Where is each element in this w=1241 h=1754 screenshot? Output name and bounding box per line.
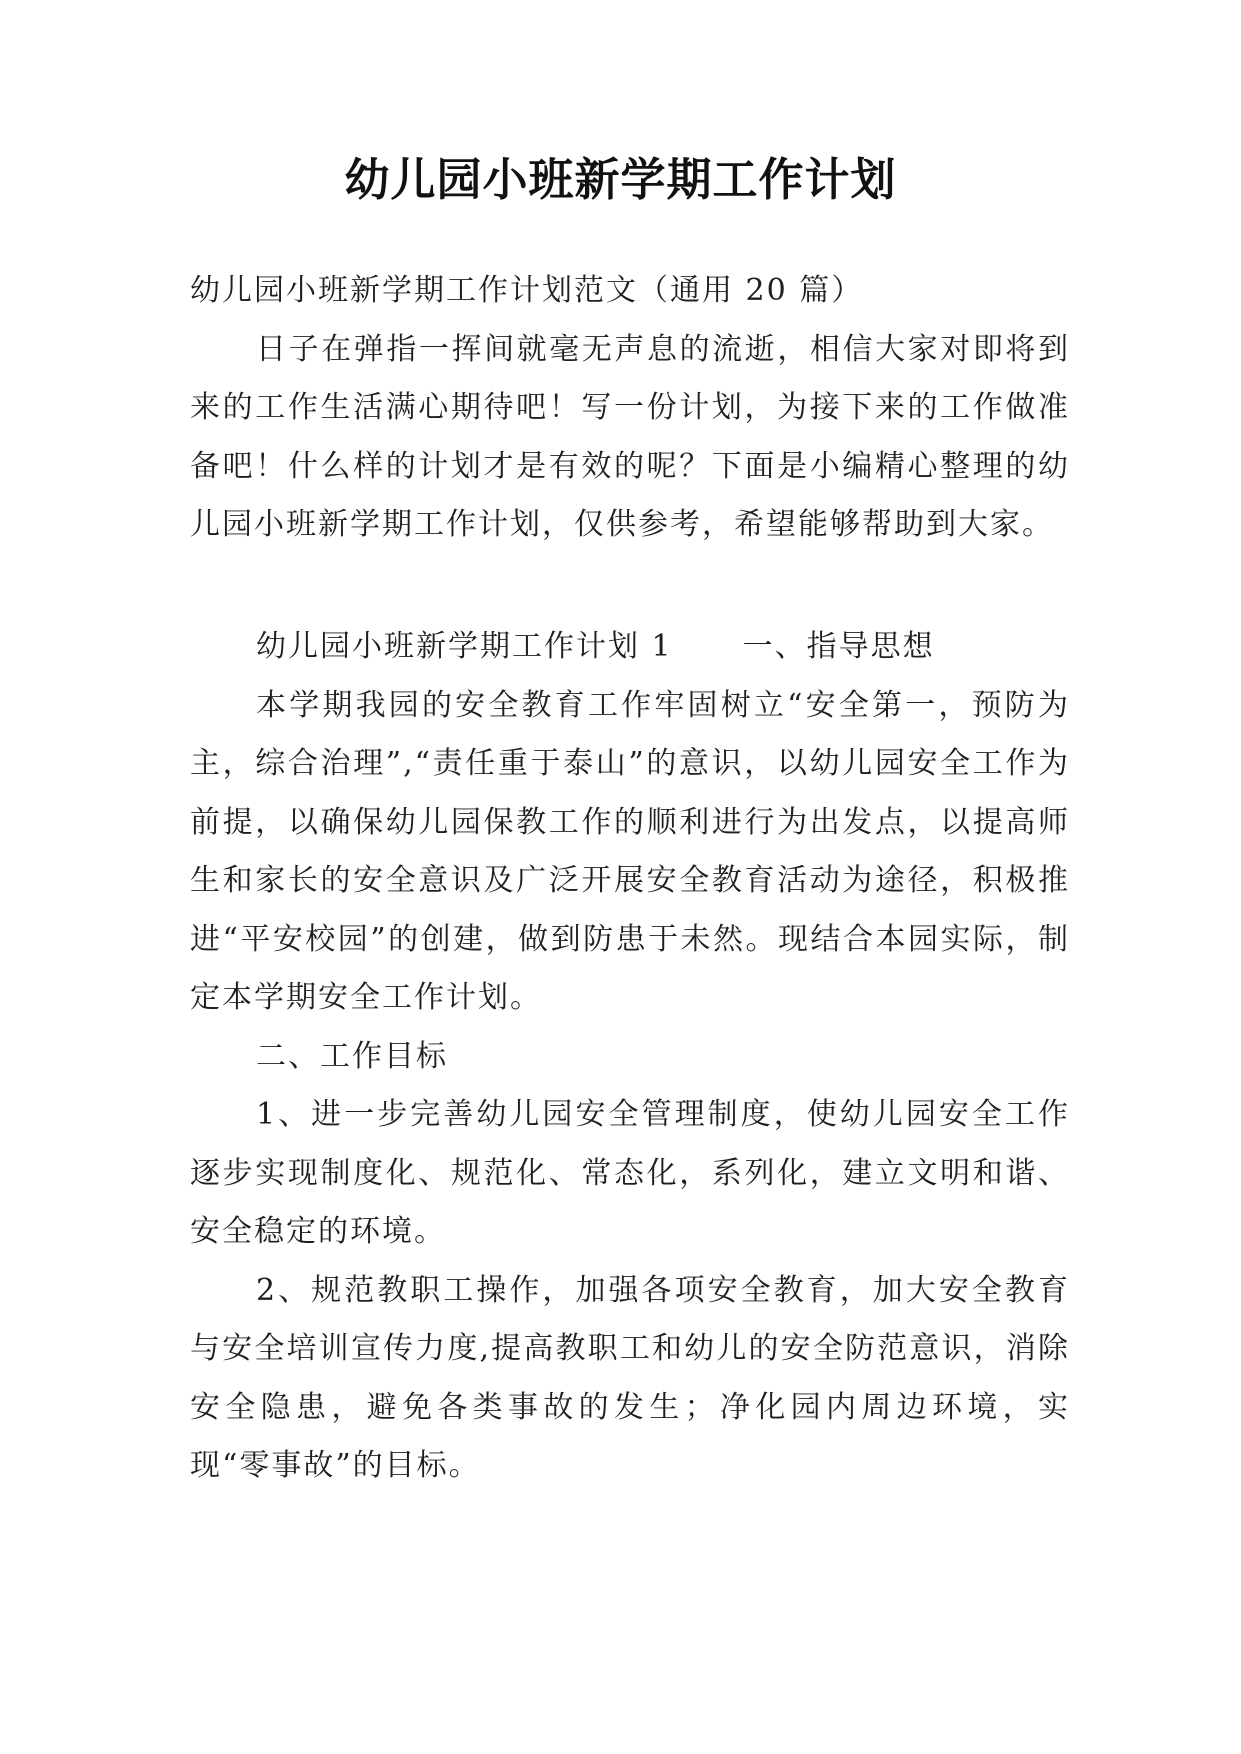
guiding-ideology-paragraph: 本学期我园的安全教育工作牢固树立“安全第一，预防为主，综合治理”,“责任重于泰山”的意识，以幼儿园安全工作为前提，以确保幼儿园保教工作的顺利进行为出发点，以提高师生和家长的安全意识及广泛开展安全教育活动为途径，积极推进“平安校园”的创建，做到防患于未然。现结合本园实际，制定本学期安全工作计划。 <box>190 687 1070 1015</box>
work-goals-heading: 二、工作目标 <box>256 1038 448 1074</box>
document-subtitle: 幼儿园小班新学期工作计划范文（通用 20 篇） <box>190 273 864 308</box>
section-1 <box>190 618 1070 1496</box>
goal-2-paragraph: 2、规范教职工操作，加强各项安全教育，加大安全教育与安全培训宣传力度,提高教职工和幼儿的安全防范意识，消除安全隐患，避免各类事故的发生；净化园内周边环境，实现“零事故”的目标。 <box>190 1272 1070 1483</box>
intro-paragraph: 日子在弹指一挥间就毫无声息的流逝，相信大家对即将到来的工作生活满心期待吧！写一份计划，为接下来的工作做准备吧！什么样的计划才是有效的呢？下面是小编精心整理的幼儿园小班新学期工作计划，仅供参考，希望能够帮助到大家。 <box>190 331 1070 542</box>
section-1-heading-line <box>190 618 1070 677</box>
section-1-heading: 幼儿园小班新学期工作计划 1 <box>256 629 673 664</box>
guiding-ideology-heading: 一、指导思想 <box>742 629 935 664</box>
goal-1-paragraph: 1、进一步完善幼儿园安全管理制度，使幼儿园安全工作逐步实现制度化、规范化、常态化，系列化，建立文明和谐、安全稳定的环境。 <box>190 1097 1070 1249</box>
document-body <box>190 262 1070 555</box>
document-title: 幼儿园小班新学期工作计划 <box>344 153 897 206</box>
